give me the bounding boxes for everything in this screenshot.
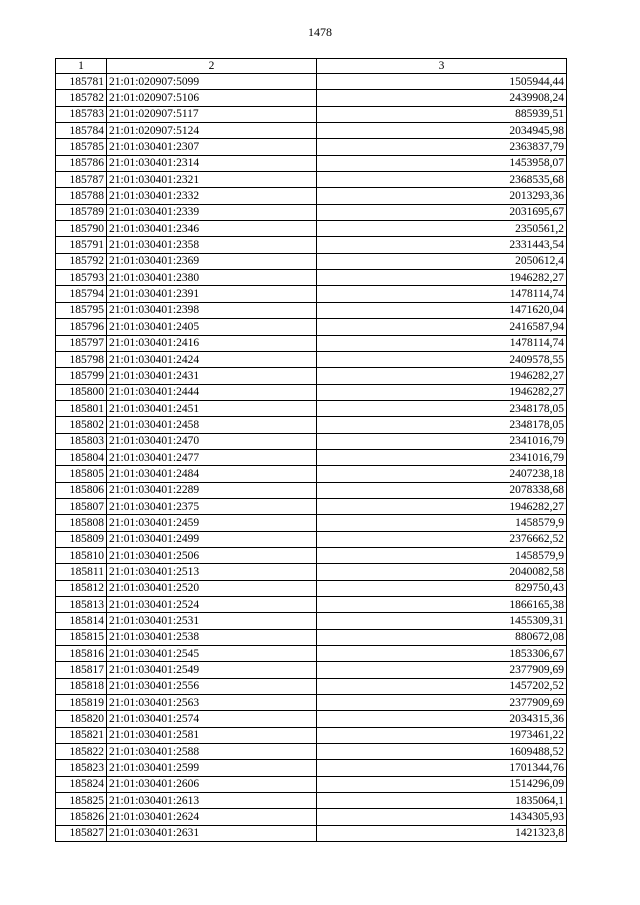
row-number-cell: 185805 — [56, 466, 107, 482]
table-row — [56, 139, 567, 155]
table-body — [56, 74, 567, 842]
cadastral-value-cell: 2050612,4 — [317, 253, 567, 269]
cadastral-value-cell: 1946282,27 — [317, 498, 567, 514]
cadastral-value-cell: 1471620,04 — [317, 302, 567, 318]
cadastral-number-cell: 21:01:020907:5117 — [107, 106, 317, 122]
table-row — [56, 825, 567, 841]
cadastral-value-cell: 1973461,22 — [317, 727, 567, 743]
table-row — [56, 580, 567, 596]
table-row — [56, 221, 567, 237]
table-row — [56, 237, 567, 253]
cadastral-value-cell: 2368535,68 — [317, 172, 567, 188]
row-number-cell: 185810 — [56, 547, 107, 563]
cadastral-number-cell: 21:01:020907:5106 — [107, 90, 317, 106]
cadastral-number-cell: 21:01:020907:5099 — [107, 74, 317, 90]
row-number-cell: 185786 — [56, 155, 107, 171]
table-row — [56, 793, 567, 809]
cadastral-number-cell: 21:01:030401:2424 — [107, 351, 317, 367]
table-row — [56, 711, 567, 727]
cadastral-value-cell: 2034945,98 — [317, 123, 567, 139]
row-number-cell: 185803 — [56, 433, 107, 449]
table-row — [56, 531, 567, 547]
table-row — [56, 302, 567, 318]
table-row — [56, 662, 567, 678]
table-row — [56, 760, 567, 776]
row-number-cell: 185800 — [56, 384, 107, 400]
cadastral-value-cell: 829750,43 — [317, 580, 567, 596]
cadastral-value-table — [55, 58, 567, 842]
cadastral-number-cell: 21:01:030401:2458 — [107, 417, 317, 433]
table-row — [56, 204, 567, 220]
cadastral-number-cell: 21:01:030401:2545 — [107, 646, 317, 662]
cadastral-value-cell: 1514296,09 — [317, 776, 567, 792]
cadastral-number-cell: 21:01:030401:2606 — [107, 776, 317, 792]
cadastral-value-cell: 1455309,31 — [317, 613, 567, 629]
table-row — [56, 188, 567, 204]
cadastral-number-cell: 21:01:030401:2506 — [107, 547, 317, 563]
table-row — [56, 547, 567, 563]
row-number-cell: 185802 — [56, 417, 107, 433]
cadastral-value-cell: 1835064,1 — [317, 793, 567, 809]
row-number-cell: 185825 — [56, 793, 107, 809]
cadastral-value-cell: 1458579,9 — [317, 515, 567, 531]
table-row — [56, 449, 567, 465]
cadastral-value-cell: 2040082,58 — [317, 564, 567, 580]
table-row — [56, 319, 567, 335]
cadastral-number-cell: 21:01:030401:2520 — [107, 580, 317, 596]
row-number-cell: 185809 — [56, 531, 107, 547]
cadastral-value-cell: 2409578,55 — [317, 351, 567, 367]
cadastral-number-cell: 21:01:030401:2613 — [107, 793, 317, 809]
cadastral-value-cell: 2341016,79 — [317, 433, 567, 449]
page-number: 1478 — [308, 25, 332, 39]
column-header-2: 2 — [107, 59, 317, 74]
cadastral-value-cell: 1946282,27 — [317, 368, 567, 384]
cadastral-number-cell: 21:01:030401:2624 — [107, 809, 317, 825]
table-row — [56, 106, 567, 122]
table-row — [56, 368, 567, 384]
row-number-cell: 185812 — [56, 580, 107, 596]
table-row — [56, 417, 567, 433]
cadastral-value-cell: 1505944,44 — [317, 74, 567, 90]
cadastral-value-cell: 2350561,2 — [317, 221, 567, 237]
table-row — [56, 564, 567, 580]
cadastral-number-cell: 21:01:030401:2332 — [107, 188, 317, 204]
row-number-cell: 185801 — [56, 400, 107, 416]
cadastral-number-cell: 21:01:030401:2444 — [107, 384, 317, 400]
cadastral-value-cell: 1609488,52 — [317, 744, 567, 760]
cadastral-number-cell: 21:01:030401:2513 — [107, 564, 317, 580]
row-number-cell: 185811 — [56, 564, 107, 580]
cadastral-number-cell: 21:01:030401:2477 — [107, 449, 317, 465]
cadastral-number-cell: 21:01:030401:2599 — [107, 760, 317, 776]
cadastral-number-cell: 21:01:030401:2563 — [107, 695, 317, 711]
cadastral-number-cell: 21:01:030401:2524 — [107, 597, 317, 613]
cadastral-value-cell: 1434305,93 — [317, 809, 567, 825]
cadastral-number-cell: 21:01:030401:2416 — [107, 335, 317, 351]
cadastral-number-cell: 21:01:030401:2531 — [107, 613, 317, 629]
cadastral-number-cell: 21:01:030401:2588 — [107, 744, 317, 760]
cadastral-value-cell: 2034315,36 — [317, 711, 567, 727]
cadastral-number-cell: 21:01:030401:2307 — [107, 139, 317, 155]
cadastral-number-cell: 21:01:030401:2321 — [107, 172, 317, 188]
cadastral-number-cell: 21:01:030401:2556 — [107, 678, 317, 694]
cadastral-value-cell: 2031695,67 — [317, 204, 567, 220]
table-row — [56, 74, 567, 90]
table-row — [56, 270, 567, 286]
table-row — [56, 744, 567, 760]
table-row — [56, 646, 567, 662]
column-header-3: 3 — [317, 59, 567, 74]
column-header-1: 1 — [56, 59, 107, 74]
cadastral-number-cell: 21:01:030401:2405 — [107, 319, 317, 335]
cadastral-number-cell: 21:01:030401:2314 — [107, 155, 317, 171]
cadastral-number-cell: 21:01:030401:2358 — [107, 237, 317, 253]
row-number-cell: 185814 — [56, 613, 107, 629]
cadastral-number-cell: 21:01:030401:2631 — [107, 825, 317, 841]
cadastral-value-cell: 1421323,8 — [317, 825, 567, 841]
cadastral-value-cell: 1946282,27 — [317, 384, 567, 400]
cadastral-value-cell: 1453958,07 — [317, 155, 567, 171]
table-row — [56, 433, 567, 449]
cadastral-value-cell: 2363837,79 — [317, 139, 567, 155]
row-number-cell: 185793 — [56, 270, 107, 286]
cadastral-number-cell: 21:01:030401:2289 — [107, 482, 317, 498]
row-number-cell: 185807 — [56, 498, 107, 514]
row-number-cell: 185782 — [56, 90, 107, 106]
cadastral-value-cell: 1946282,27 — [317, 270, 567, 286]
table-row — [56, 482, 567, 498]
row-number-cell: 185815 — [56, 629, 107, 645]
row-number-cell: 185787 — [56, 172, 107, 188]
cadastral-value-cell: 1866165,38 — [317, 597, 567, 613]
row-number-cell: 185813 — [56, 597, 107, 613]
row-number-cell: 185824 — [56, 776, 107, 792]
row-number-cell: 185820 — [56, 711, 107, 727]
cadastral-value-cell: 2348178,05 — [317, 400, 567, 416]
cadastral-number-cell: 21:01:020907:5124 — [107, 123, 317, 139]
cadastral-value-cell: 1701344,76 — [317, 760, 567, 776]
row-number-cell: 185788 — [56, 188, 107, 204]
row-number-cell: 185817 — [56, 662, 107, 678]
cadastral-number-cell: 21:01:030401:2581 — [107, 727, 317, 743]
table-row — [56, 286, 567, 302]
row-number-cell: 185806 — [56, 482, 107, 498]
cadastral-value-cell: 885939,51 — [317, 106, 567, 122]
table-row — [56, 253, 567, 269]
row-number-cell: 185816 — [56, 646, 107, 662]
table-row — [56, 613, 567, 629]
row-number-cell: 185804 — [56, 449, 107, 465]
cadastral-number-cell: 21:01:030401:2538 — [107, 629, 317, 645]
table-row — [56, 466, 567, 482]
cadastral-value-cell: 2013293,36 — [317, 188, 567, 204]
cadastral-value-cell: 2439908,24 — [317, 90, 567, 106]
cadastral-value-cell: 2078338,68 — [317, 482, 567, 498]
cadastral-value-cell: 2376662,52 — [317, 531, 567, 547]
table-row — [56, 695, 567, 711]
row-number-cell: 185827 — [56, 825, 107, 841]
cadastral-value-cell: 2341016,79 — [317, 449, 567, 465]
row-number-cell: 185795 — [56, 302, 107, 318]
cadastral-number-cell: 21:01:030401:2339 — [107, 204, 317, 220]
row-number-cell: 185826 — [56, 809, 107, 825]
row-number-cell: 185792 — [56, 253, 107, 269]
row-number-cell: 185799 — [56, 368, 107, 384]
row-number-cell: 185783 — [56, 106, 107, 122]
cadastral-number-cell: 21:01:030401:2380 — [107, 270, 317, 286]
table-row — [56, 335, 567, 351]
cadastral-number-cell: 21:01:030401:2398 — [107, 302, 317, 318]
table-row — [56, 400, 567, 416]
cadastral-value-cell: 2377909,69 — [317, 695, 567, 711]
cadastral-value-cell: 2377909,69 — [317, 662, 567, 678]
cadastral-value-cell: 2331443,54 — [317, 237, 567, 253]
row-number-cell: 185819 — [56, 695, 107, 711]
cadastral-number-cell: 21:01:030401:2484 — [107, 466, 317, 482]
cadastral-number-cell: 21:01:030401:2369 — [107, 253, 317, 269]
row-number-cell: 185796 — [56, 319, 107, 335]
cadastral-value-cell: 880672,08 — [317, 629, 567, 645]
table-row — [56, 727, 567, 743]
table-row — [56, 384, 567, 400]
cadastral-number-cell: 21:01:030401:2470 — [107, 433, 317, 449]
table-row — [56, 678, 567, 694]
table-row — [56, 629, 567, 645]
cadastral-number-cell: 21:01:030401:2549 — [107, 662, 317, 678]
table-row — [56, 172, 567, 188]
row-number-cell: 185784 — [56, 123, 107, 139]
cadastral-value-cell: 2416587,94 — [317, 319, 567, 335]
cadastral-value-cell: 1457202,52 — [317, 678, 567, 694]
cadastral-number-cell: 21:01:030401:2574 — [107, 711, 317, 727]
cadastral-number-cell: 21:01:030401:2375 — [107, 498, 317, 514]
table-row — [56, 90, 567, 106]
table-row — [56, 776, 567, 792]
row-number-cell: 185785 — [56, 139, 107, 155]
cadastral-value-cell: 2348178,05 — [317, 417, 567, 433]
cadastral-number-cell: 21:01:030401:2459 — [107, 515, 317, 531]
cadastral-value-cell: 1853306,67 — [317, 646, 567, 662]
table-row — [56, 351, 567, 367]
row-number-cell: 185789 — [56, 204, 107, 220]
row-number-cell: 185781 — [56, 74, 107, 90]
table-header-row — [56, 59, 567, 74]
cadastral-value-cell: 1478114,74 — [317, 286, 567, 302]
table-row — [56, 809, 567, 825]
row-number-cell: 185822 — [56, 744, 107, 760]
row-number-cell: 185791 — [56, 237, 107, 253]
cadastral-value-cell: 2407238,18 — [317, 466, 567, 482]
cadastral-value-cell: 1478114,74 — [317, 335, 567, 351]
row-number-cell: 185818 — [56, 678, 107, 694]
cadastral-number-cell: 21:01:030401:2431 — [107, 368, 317, 384]
table-row — [56, 597, 567, 613]
row-number-cell: 185794 — [56, 286, 107, 302]
row-number-cell: 185821 — [56, 727, 107, 743]
row-number-cell: 185790 — [56, 221, 107, 237]
cadastral-number-cell: 21:01:030401:2346 — [107, 221, 317, 237]
row-number-cell: 185798 — [56, 351, 107, 367]
cadastral-number-cell: 21:01:030401:2499 — [107, 531, 317, 547]
table-row — [56, 515, 567, 531]
cadastral-value-cell: 1458579,9 — [317, 547, 567, 563]
row-number-cell: 185797 — [56, 335, 107, 351]
cadastral-number-cell: 21:01:030401:2391 — [107, 286, 317, 302]
row-number-cell: 185823 — [56, 760, 107, 776]
cadastral-number-cell: 21:01:030401:2451 — [107, 400, 317, 416]
table-row — [56, 123, 567, 139]
table-row — [56, 155, 567, 171]
row-number-cell: 185808 — [56, 515, 107, 531]
table-row — [56, 498, 567, 514]
